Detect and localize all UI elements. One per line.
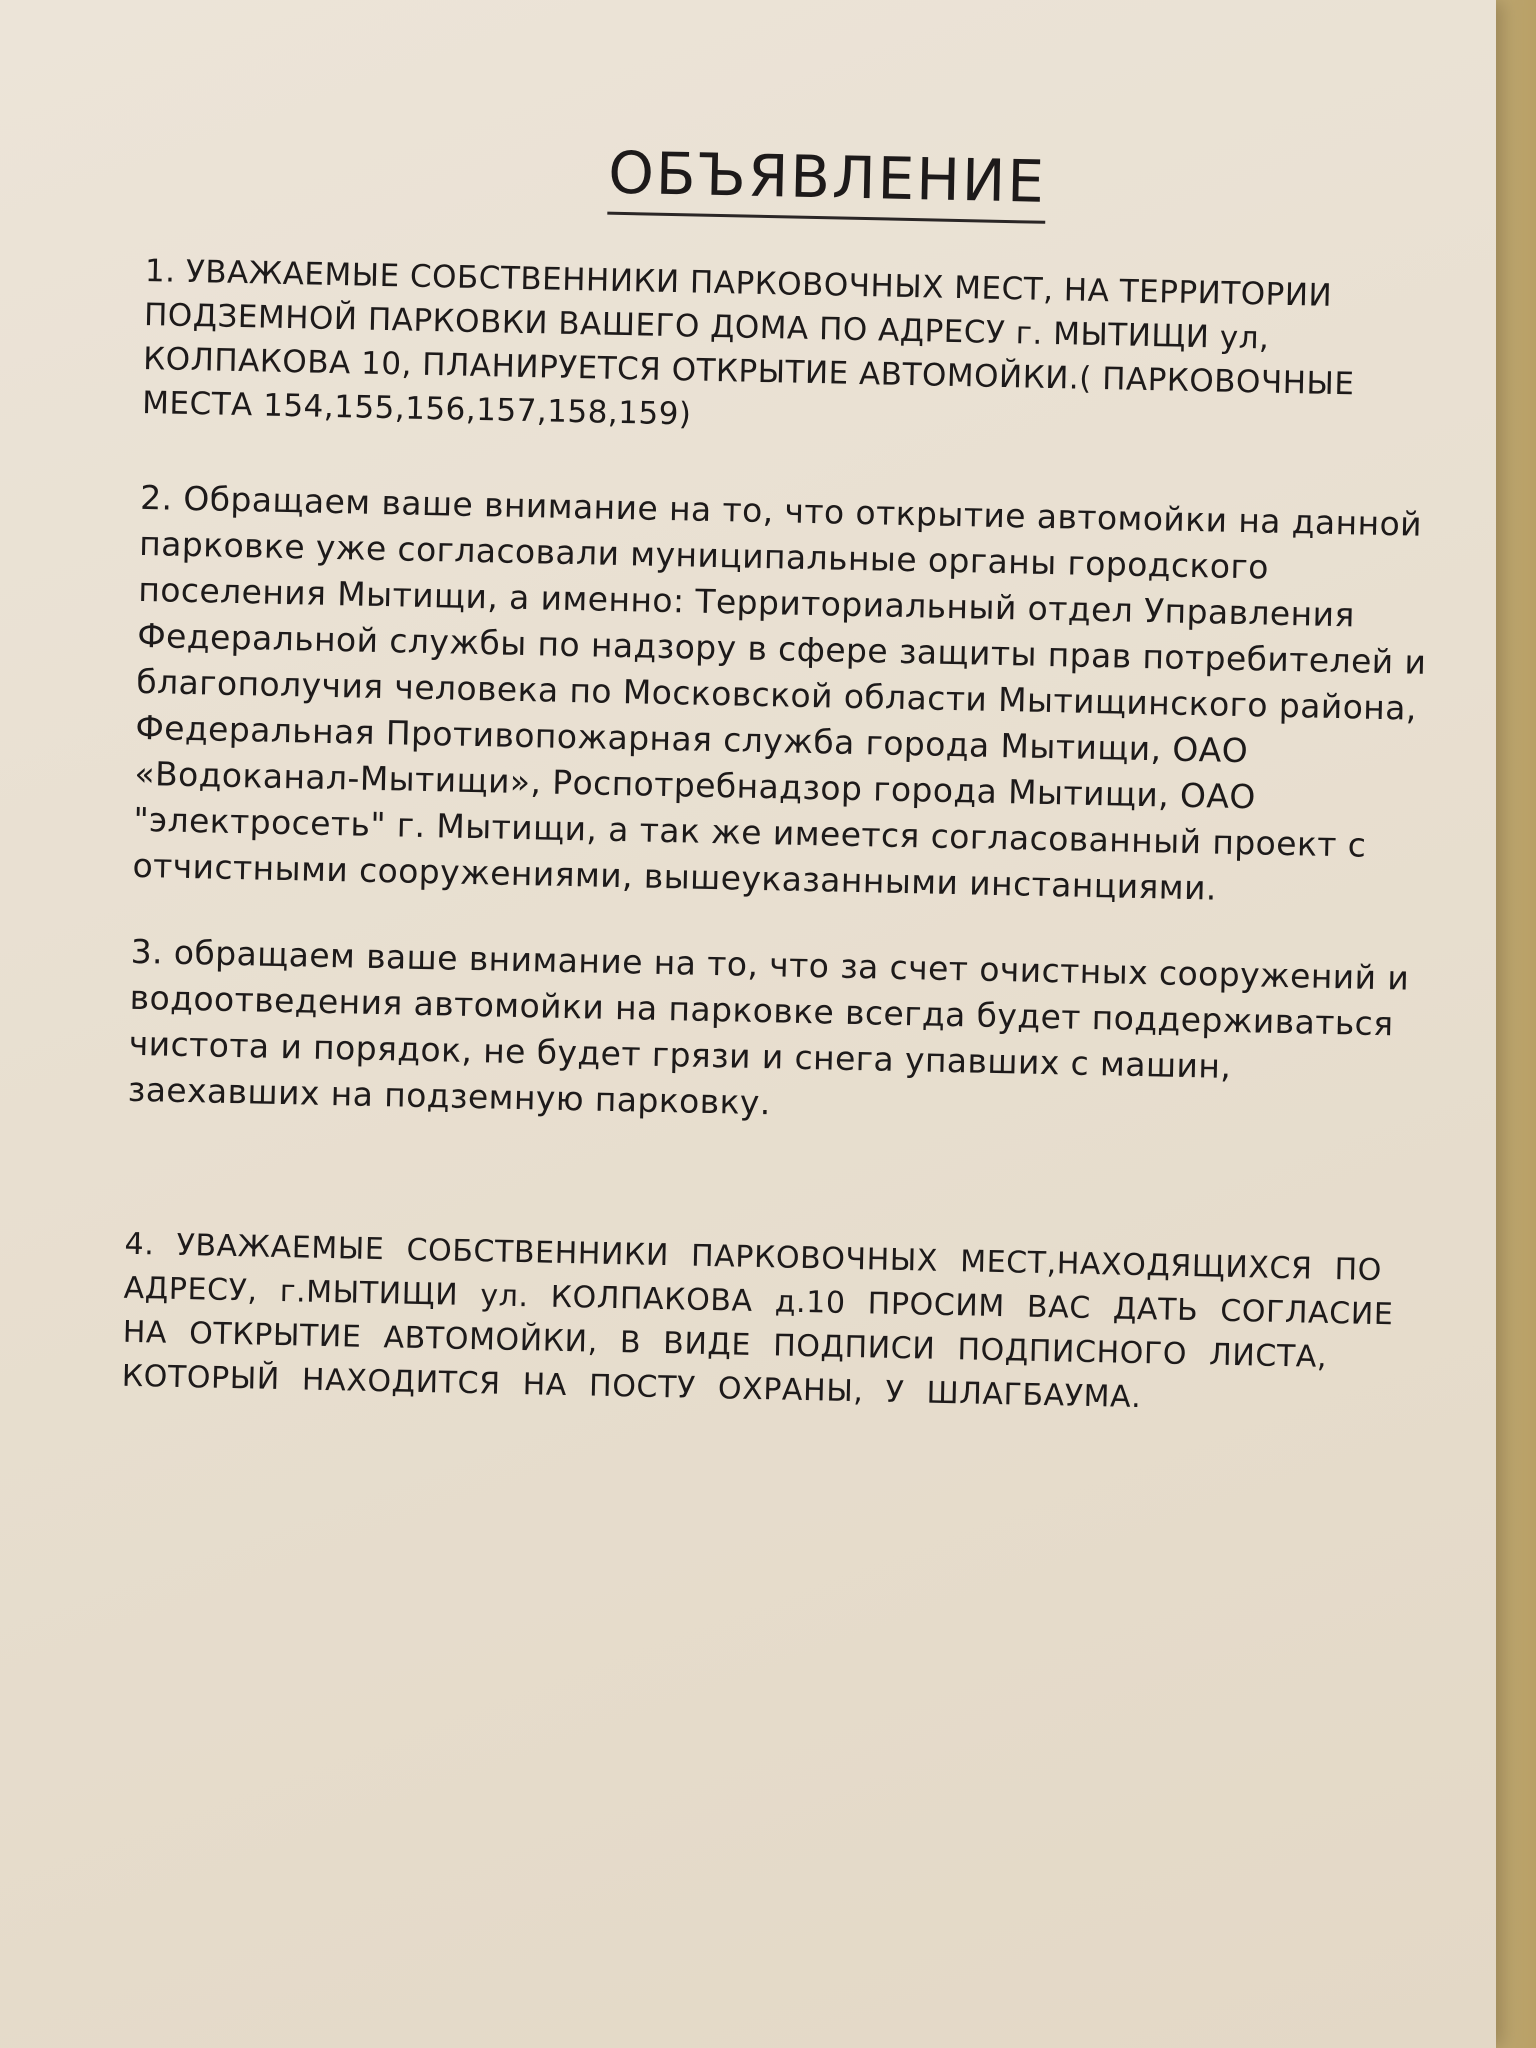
paragraph-2: 2. Обращаем ваше внимание на то, что открытие автомойки на данной парковке уже согласовали муниципальные органы городского поселения Мытищи, а именно: Территориальный отдел Управления Федеральной службы по надзору в сфере защиты прав потребителей и благополучия человека по Московской области Мытищинского района, Федеральная Противопожарная служба города Мытищи, ОАО «Водоканал-Мытищи», Роспотребнадзор города Мытищи, ОАО "электросеть" г. Мытищи, а так же имеется согласованный проект с отчистными сооружениями, вышеуказанными инстанциями. [132, 477, 1427, 908]
notice-content [121, 128, 1437, 1426]
paragraph-3: 3. обращаем ваше внимание на то, что за счет очистных сооружений и водоотведения автомойки на парковке всегда будет поддерживаться чистота и порядок, не будет грязи и снега упавших с машин, заехавших на подземную парковку. [127, 931, 1410, 1123]
paragraph-1: 1. УВАЖАЕМЫЕ СОБСТВЕННИКИ ПАРКОВОЧНЫХ МЕСТ, НА ТЕРРИТОРИИ ПОДЗЕМНОЙ ПАРКОВКИ ВАШЕГО ДОМА ПО АДРЕСУ г. МЫТИЩИ ул, КОЛПАКОВА 10, ПЛАНИРУЕТСЯ ОТКРЫТИЕ АВТОМОЙКИ.( ПАРКОВОЧНЫЕ МЕСТА 154,155,156,157,158,159) [141, 252, 1355, 433]
notice-title [146, 128, 1437, 232]
notice-title-text: ОБЪЯВЛЕНИЕ [607, 138, 1046, 224]
paragraph-4: 4. УВАЖАЕМЫЕ СОБСТВЕННИКИ ПАРКОВОЧНЫХ МЕСТ,НАХОДЯЩИХСЯ ПО АДРЕСУ, г.МЫТИЩИ ул. КОЛПАКОВА д.10 ПРОСИМ ВАС ДАТЬ СОГЛАСИЕ НА ОТКРЫТИЕ АВТОМОЙКИ, В ВИДЕ ПОДПИСИ ПОДПИСНОГО ЛИСТА, КОТОРЫЙ НАХОДИТСЯ НА ПОСТУ ОХРАНЫ, У ШЛАГБАУМА. [121, 1226, 1394, 1416]
